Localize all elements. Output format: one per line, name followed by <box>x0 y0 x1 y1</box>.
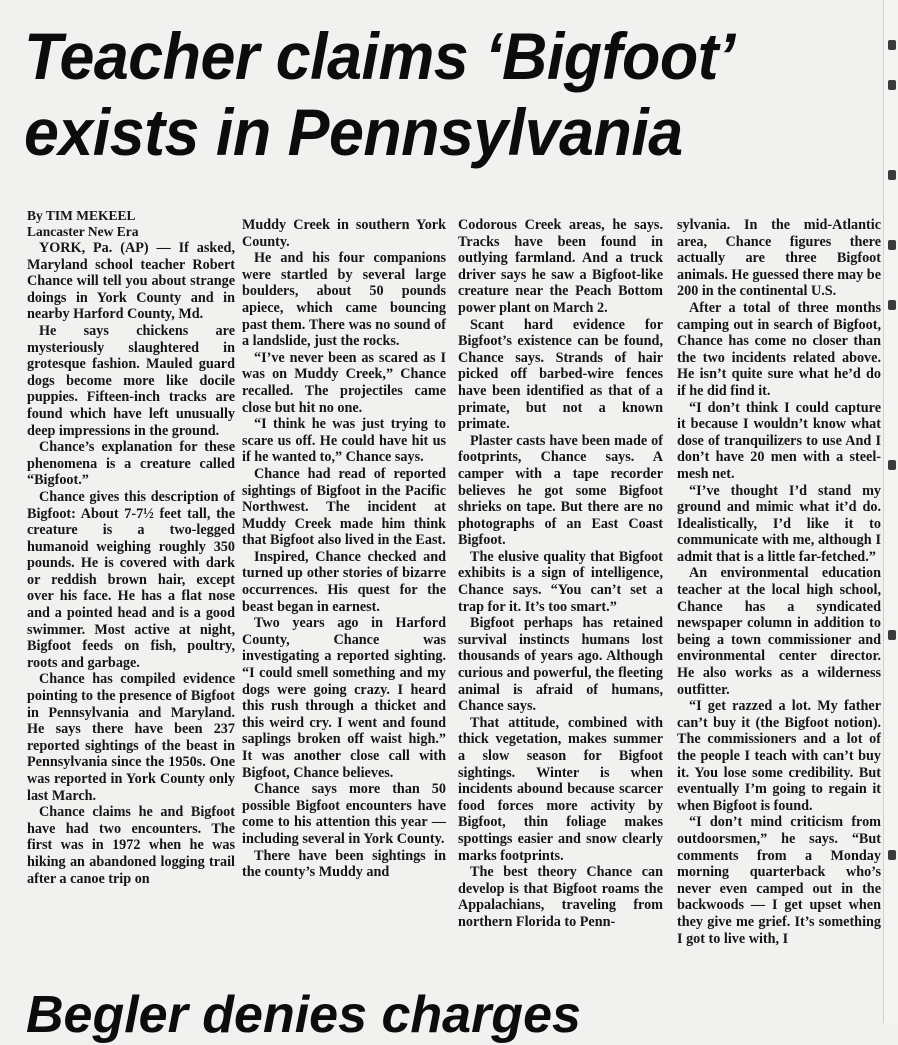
paragraph: Scant hard evidence for Bigfoot’s existence can be found, Chance says. Strands of hair picked off barbed-wire fences have been identified as that of a primate, but not a known primate. <box>458 316 663 433</box>
article-column-3 <box>458 217 663 931</box>
paragraph: Muddy Creek in southern York County. <box>242 217 446 250</box>
paragraph: There have been sightings in the county’s Muddy and <box>242 847 446 881</box>
paragraph: Chance’s explanation for these phenomena is a creature called “Bigfoot.” <box>27 439 235 489</box>
edge-mark <box>888 460 896 470</box>
paragraph: Inspired, Chance checked and turned up other stories of bizarre occurrences. His quest for the beast began in earnest. <box>242 548 446 615</box>
headline-line-2: exists in Pennsylvania <box>24 95 683 169</box>
edge-mark <box>888 40 896 50</box>
byline-source: Lancaster New Era <box>27 224 139 239</box>
paragraph: “I’ve never been as scared as I was on Muddy Creek,” Chance recalled. The projectiles came close but hit no one. <box>242 349 446 416</box>
paragraph: Chance has compiled evidence pointing to the presence of Bigfoot in Pennsylvania and Maryland. He says there have been 237 reported sightings of the beast in Pennsylvania since the 1950s. One was reported in York County only last March. <box>27 671 235 804</box>
paragraph: That attitude, combined with thick vegetation, makes summer a slow season for Bigfoot sightings. Winter is when incidents abound because scarcer food forces more activity by Bigfoot, thin foliage makes spottings easier and snow clearly marks footprints. <box>458 714 663 864</box>
paragraph: sylvania. In the mid-Atlantic area, Chance figures there actually are three Bigfoot animals. He guessed there may be 200 in the continental U.S. <box>677 217 881 300</box>
paragraph: Codorous Creek areas, he says. Tracks have been found in outlying farmland. And a truck driver says he saw a Bigfoot-like creature near the Peach Bottom power plant on March 2. <box>458 217 663 316</box>
paragraph: YORK, Pa. (AP) — If asked, Maryland school teacher Robert Chance will tell you about strange doings in York County and in nearby Harford County, Md. <box>27 240 235 323</box>
headline <box>24 18 822 170</box>
article-column-2 <box>242 217 446 881</box>
edge-mark <box>888 850 896 860</box>
paragraph: “I’ve thought I’d stand my ground and mimic what it’d do. Idealistically, I’d like it to communicate with me, although I admit that is a little far-fetched.” <box>677 482 881 565</box>
paragraph: After a total of three months camping out in search of Bigfoot, Chance has come no closer than the two incidents related above. He isn’t quite sure what he’d do if he did find it. <box>677 299 881 399</box>
headline-line-1: Teacher claims ‘Bigfoot’ <box>24 19 736 93</box>
edge-mark <box>888 630 896 640</box>
article-column-4 <box>677 217 881 947</box>
paragraph: “I don’t mind criticism from outdoorsmen,” he says. “But comments from a Monday morning quarterback who’s never even camped out in the backwoods — I get upset when they give me grief. It’s something I got to live with, I <box>677 814 881 947</box>
paragraph: Chance had read of reported sightings of Bigfoot in the Pacific Northwest. The incident at Muddy Creek made him think that Bigfoot also lived in the East. <box>242 465 446 549</box>
paragraph: The best theory Chance can develop is that Bigfoot roams the Appalachians, traveling from northern Florida to Penn- <box>458 864 663 930</box>
paragraph: The elusive quality that Bigfoot exhibits is a sign of intelligence, Chance says. “You can’t set a trap for it. It’s too smart.” <box>458 548 663 615</box>
adjacent-page-edge <box>883 0 898 1023</box>
paragraph: He says chickens are mysteriously slaughtered in grotesque fashion. Mauled guard dogs become more like docile puppies. Fifteen-inch tracks are found which have left unusually deep impressions in the ground. <box>27 322 235 439</box>
byline-author: By TIM MEKEEL <box>27 208 136 223</box>
paragraph: Chance gives this description of Bigfoot: About 7-7½ feet tall, the creature is a two-legged humanoid weighing roughly 350 pounds. He is covered with dark or reddish brown hair, except over his face. He has a flat nose and a pointed head and is a good swimmer. Most active at night, Bigfoot feeds on fish, poultry, roots and garbage. <box>27 488 235 671</box>
paragraph: Chance claims he and Bigfoot have had two encounters. The first was in 1972 when he was hiking an abandoned logging trail after a canoe trip on <box>27 804 235 887</box>
paragraph: An environmental education teacher at the local high school, Chance has a syndicated newspaper column in addition to being a town commissioner and environmental center director. He also works as a wilderness outfitter. <box>677 565 881 698</box>
edge-mark <box>888 300 896 310</box>
paragraph: “I don’t think I could capture it because I wouldn’t know what dose of tranquilizers to use And I don’t have 20 men with a steel-mesh net. <box>677 399 881 482</box>
paragraph: “I get razzed a lot. My father can’t buy it (the Bigfoot notion). The commissioners and a lot of the people I teach with can’t buy it. You lose some credibility. But eventually I’m going to regain it when Bigfoot is found. <box>677 698 881 814</box>
edge-mark <box>888 240 896 250</box>
next-article-headline: Begler denies charges <box>26 986 581 1044</box>
paragraph: Chance says more than 50 possible Bigfoot encounters have come to his attention this year — including several in York County. <box>242 781 446 847</box>
article-column-1 <box>27 208 235 887</box>
edge-mark <box>888 80 896 90</box>
paragraph: Plaster casts have been made of footprints, Chance says. A camper with a tape recorder believes he got some Bigfoot shrieks on tape. But there are no photographs of an East Coast Bigfoot. <box>458 432 663 549</box>
paragraph: Bigfoot perhaps has retained survival instincts humans lost thousands of years ago. Although curious and powerful, the fleeting animal is afraid of humans, Chance says. <box>458 615 663 715</box>
paragraph: He and his four companions were startled by several large boulders, about 50 pounds apiece, which came bouncing past them. There was no sound of a landslide, just the rocks. <box>242 250 446 350</box>
paragraph: Two years ago in Harford County, Chance was investigating a reported sighting. “I could smell something and my dogs were going crazy. I heard this rush through a thicket and this weird cry. I went and found saplings broken off waist high.” It was another close call with Bigfoot, Chance believes. <box>242 615 446 781</box>
edge-mark <box>888 170 896 180</box>
paragraph: “I think he was just trying to scare us off. He could have hit us if he wanted to,” Chance says. <box>242 416 446 466</box>
